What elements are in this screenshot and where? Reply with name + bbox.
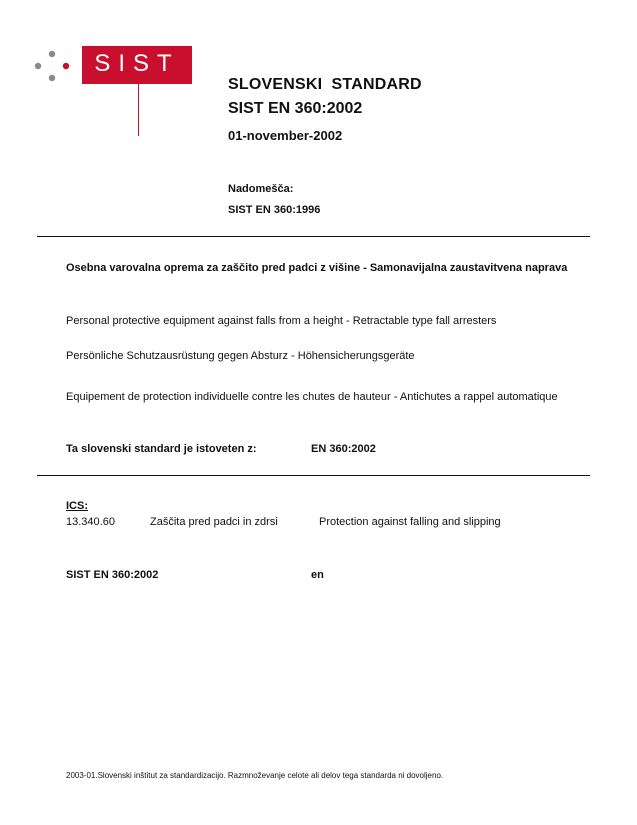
replaces-label: Nadomešča: <box>228 183 294 195</box>
logo-dots-icon <box>30 48 74 92</box>
title-slovenian: Osebna varovalna oprema za zaščito pred padci z višine - Samonavijalna zaustavitvena naprava <box>66 262 568 274</box>
logo-box <box>82 46 192 84</box>
title-french: Equipement de protection individuelle contre les chutes de hauteur - Antichutes a rappel automatique <box>66 391 558 403</box>
standard-number: SIST EN 360:2002 <box>228 100 363 117</box>
title-english: Personal protective equipment against falls from a height - Retractable type fall arresters <box>66 315 497 327</box>
sist-logo <box>30 46 190 94</box>
copyright-footer: 2003-01.Slovenski inštitut za standardizacijo. Razmnoževanje celote ali delov tega standarda ni dovoljeno. <box>66 771 444 780</box>
divider-bottom <box>37 475 590 476</box>
bottom-language: en <box>311 569 324 581</box>
ics-description-en: Protection against falling and slipping <box>319 516 501 528</box>
standard-label: SLOVENSKI STANDARD <box>228 76 422 93</box>
bottom-standard-number: SIST EN 360:2002 <box>66 569 159 581</box>
standard-date: 01-november-2002 <box>228 128 343 143</box>
ics-code: 13.340.60 <box>66 516 115 528</box>
ics-description-sl: Zaščita pred padci in zdrsi <box>150 516 278 528</box>
ics-label: ICS: <box>66 500 88 512</box>
logo-divider <box>138 84 139 136</box>
identical-value: EN 360:2002 <box>311 443 376 455</box>
title-german: Persönliche Schutzausrüstung gegen Absturz - Höhensicherungsgeräte <box>66 350 415 362</box>
replaces-value: SIST EN 360:1996 <box>228 204 321 216</box>
divider-top <box>37 236 590 237</box>
logo-text: SIST <box>94 50 180 77</box>
identical-label: Ta slovenski standard je istoveten z: <box>66 443 257 455</box>
